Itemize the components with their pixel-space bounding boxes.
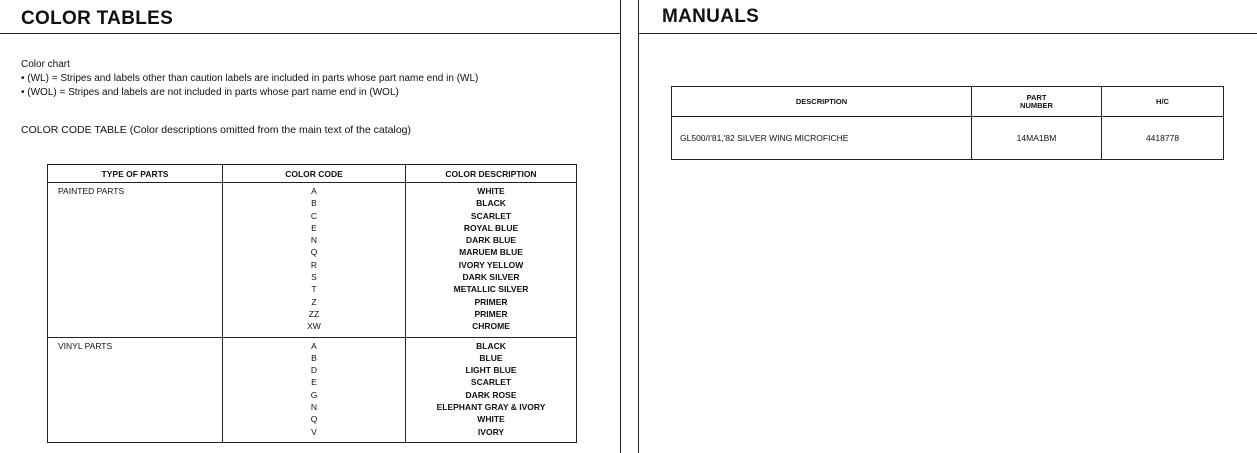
color-description: DARK SILVER bbox=[462, 272, 520, 283]
manual-hc: 4418778 bbox=[1102, 117, 1224, 160]
color-code: E bbox=[311, 222, 317, 233]
color-description: BLACK bbox=[476, 340, 506, 351]
manuals-panel bbox=[638, 0, 1257, 453]
color-description: MARUEM BLUE bbox=[459, 247, 523, 258]
color-chart-heading: Color chart bbox=[21, 59, 70, 70]
color-code: T bbox=[311, 284, 317, 295]
header-part-number-line2: NUMBER bbox=[1020, 100, 1053, 110]
color-code: G bbox=[310, 389, 318, 400]
color-code-table-title: COLOR CODE TABLE (Color descriptions omitted from the main text of the catalog) bbox=[21, 124, 412, 136]
color-code: A bbox=[311, 186, 317, 196]
header-part-number-line1: PART bbox=[1026, 92, 1047, 102]
color-description: ROYAL BLUE bbox=[463, 222, 519, 233]
color-code: N bbox=[310, 402, 318, 413]
color-description-cell bbox=[406, 183, 577, 338]
header-hc: H/C bbox=[1102, 87, 1224, 117]
manual-part-number: 14MA1BM bbox=[972, 117, 1102, 160]
header-color-code: COLOR CODE bbox=[223, 165, 406, 183]
table-header-row bbox=[48, 165, 577, 183]
color-description: CHROME bbox=[472, 321, 510, 332]
color-code: D bbox=[310, 365, 318, 376]
color-description-cell bbox=[406, 337, 577, 442]
color-code: V bbox=[311, 426, 317, 437]
color-description: METALLIC SILVER bbox=[453, 284, 529, 295]
color-description: PRIMER bbox=[474, 296, 508, 307]
color-description: IVORY bbox=[477, 426, 505, 437]
color-description: SCARLET bbox=[470, 210, 512, 221]
color-code: B bbox=[311, 352, 317, 363]
manuals-title: MANUALS bbox=[662, 6, 760, 27]
table-row bbox=[48, 183, 577, 338]
color-code: N bbox=[310, 235, 318, 246]
header-type-of-parts: TYPE OF PARTS bbox=[48, 165, 223, 183]
manuals-header bbox=[639, 0, 1257, 34]
color-description: IVORY YELLOW bbox=[458, 259, 524, 270]
color-code-cell bbox=[223, 337, 406, 442]
color-code: S bbox=[311, 272, 317, 283]
note-wl: • (WL) = Stripes and labels other than caution labels are included in parts whose part name end in (WL) bbox=[21, 73, 479, 84]
manual-description: GL500/I'81,'82 SILVER WING MICROFICHE bbox=[672, 117, 972, 160]
manuals-header-row bbox=[672, 87, 1224, 117]
color-tables-header bbox=[0, 0, 620, 34]
color-code: ZZ bbox=[308, 308, 320, 319]
header-part-number bbox=[972, 87, 1102, 117]
header-color-description: COLOR DESCRIPTION bbox=[406, 165, 577, 183]
color-code: Z bbox=[311, 296, 317, 307]
color-code-cell bbox=[223, 183, 406, 338]
color-description: DARK ROSE bbox=[465, 389, 517, 400]
part-type: VINYL PARTS bbox=[48, 337, 223, 442]
color-description: BLACK bbox=[476, 198, 506, 209]
color-code: A bbox=[311, 340, 317, 351]
color-chart-intro bbox=[21, 58, 478, 100]
color-code: B bbox=[311, 198, 317, 209]
color-description: WHITE bbox=[477, 186, 505, 196]
header-description: DESCRIPTION bbox=[672, 87, 972, 117]
color-code: Q bbox=[310, 414, 318, 425]
color-description: BLUE bbox=[479, 352, 503, 363]
part-type: PAINTED PARTS bbox=[48, 183, 223, 338]
color-code: C bbox=[310, 210, 318, 221]
color-code: Q bbox=[310, 247, 318, 258]
color-tables-title: COLOR TABLES bbox=[21, 8, 174, 29]
color-description: WHITE bbox=[477, 414, 505, 425]
color-code: R bbox=[310, 259, 318, 270]
color-code: E bbox=[311, 377, 317, 388]
color-description: ELEPHANT GRAY & IVORY bbox=[436, 402, 546, 413]
color-description: LIGHT BLUE bbox=[465, 365, 517, 376]
table-row bbox=[672, 117, 1224, 160]
manuals-table bbox=[671, 86, 1224, 160]
table-row bbox=[48, 337, 577, 442]
color-tables-panel bbox=[0, 0, 621, 453]
color-code: XW bbox=[307, 321, 321, 332]
color-description: PRIMER bbox=[474, 308, 508, 319]
color-description: SCARLET bbox=[470, 377, 512, 388]
color-code-table bbox=[47, 164, 577, 443]
note-wol: • (WOL) = Stripes and labels are not included in parts whose part name end in (WOL) bbox=[21, 87, 399, 98]
color-description: DARK BLUE bbox=[465, 235, 517, 246]
